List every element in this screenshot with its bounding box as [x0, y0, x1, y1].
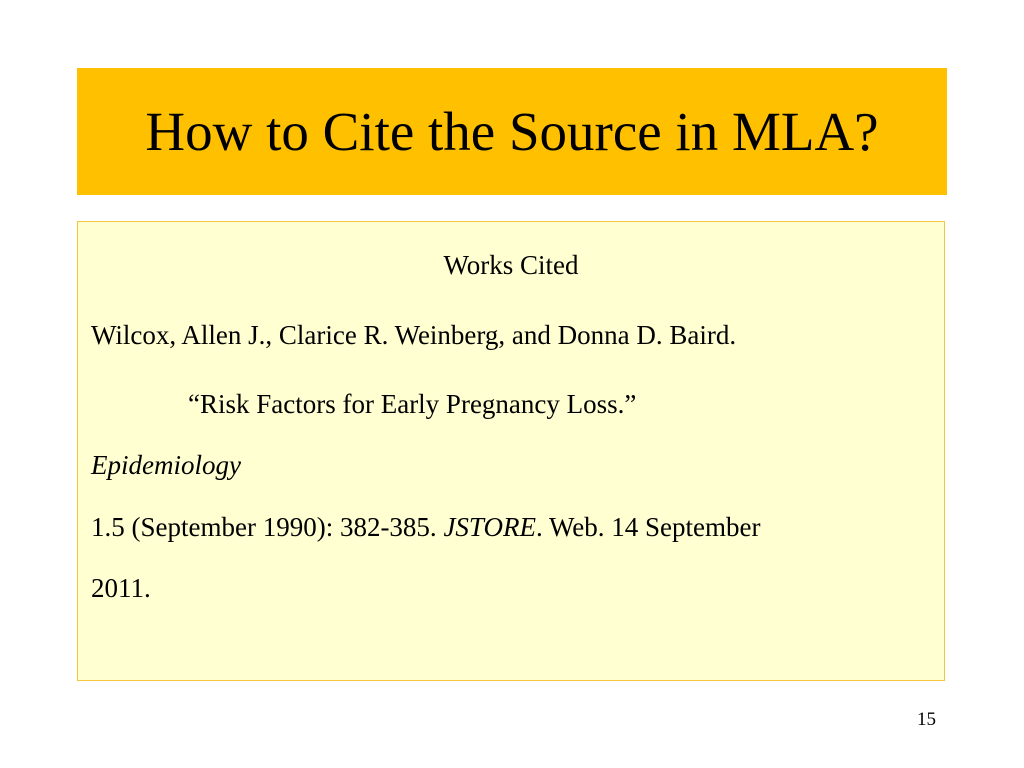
citation-access: . Web. 14 September [535, 512, 761, 542]
citation-article-title: “Risk Factors for Early Pregnancy Loss.” [188, 389, 637, 419]
slide-title: How to Cite the Source in MLA? [145, 101, 879, 162]
citation-volume-date-pages: 1.5 (September 1990): 382-385. [91, 512, 437, 542]
title-bar [77, 68, 947, 195]
citation-authors: Wilcox, Allen J., Clarice R. Weinberg, and Donna D. Baird. [91, 320, 737, 350]
citation-access-year: 2011. [91, 573, 151, 603]
citation-box [77, 221, 945, 681]
citation-database: JSTORE [443, 512, 536, 542]
citation-journal: Epidemiology [91, 450, 241, 480]
citation-publication-details [91, 514, 760, 541]
slide-number: 15 [917, 709, 936, 730]
works-cited-heading: Works Cited [443, 250, 579, 280]
